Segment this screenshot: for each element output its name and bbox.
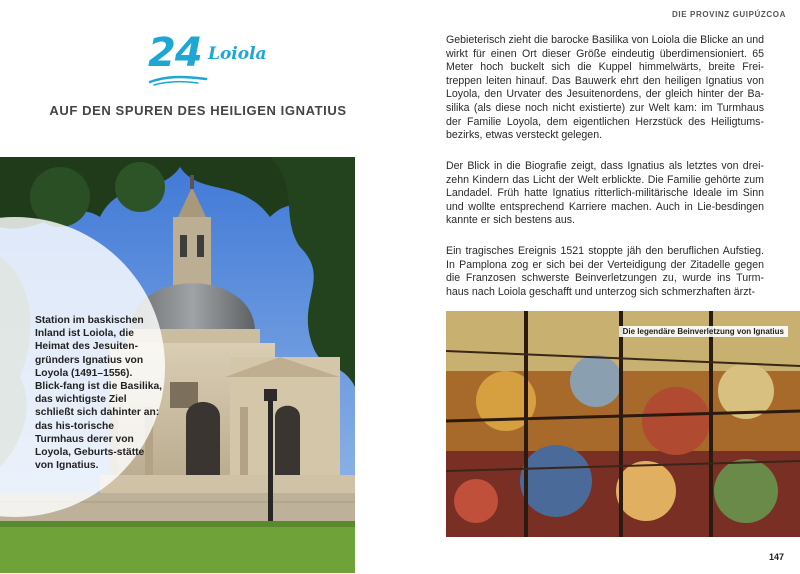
running-header: DIE PROVINZ GUIPÚZCOA <box>672 10 786 19</box>
swoosh-icon <box>148 74 208 86</box>
body-paragraph-2: Der Blick in die Biografie zeigt, dass Ignatius als letztes von drei-zehn Kindern das Licht der Welt erblickte. Die Familie gehörte zum Landadel. Früh hatte Ignatius ritterlich-militärische Ideale im Sinn und wollte entsprechend Karriere machen. Auch in Lie-besdingen kannte er sich bestens aus. <box>446 160 764 227</box>
chapter-marker <box>148 30 298 90</box>
body-paragraph-3: Ein tragisches Ereignis 1521 stoppte jäh den beruflichen Aufstieg. In Pamplona zog er sich bei der Verteidigung der Zitadelle gegen die Franzosen schwerste Beinverletzungen zu, wurde ins Turm-haus nach Loiola geschafft und unterzog sich schmerzhaften ärzt- <box>446 245 764 298</box>
chapter-number: 24 <box>148 30 202 76</box>
body-paragraph-1: Gebieterisch zieht die barocke Basilika von Loiola die Blicke an und wirkt für einen Ort dieser Größe eindeutig überdimensioniert. 65 Meter hoch buckelt sich die Kuppel himmelwärts, breite Frei-treppen leiten hinauf. Das Bauwerk ehrt den heiligen Ignatius von Loyola, den Urvater des Jesuitenordens, der gleich hinter der Ba-silika (als diese noch nicht existierte) zur Welt kam: im Turmhaus der Familie Loyola, dem eigentlichen Herzstück des Heiligtums-bezirks, etwas versteckt gelegen. <box>446 34 764 142</box>
chapter-name: Loiola <box>208 44 267 64</box>
page-title: AUF DEN SPUREN DES HEILIGEN IGNATIUS <box>49 103 347 118</box>
page-number: 147 <box>768 552 784 562</box>
stained-glass-image <box>446 311 800 537</box>
image-caption: Die legendäre Beinverletzung von Ignatius <box>619 326 788 337</box>
photo-caption: Station im baskischen Inland ist Loiola, die Heimat des Jesuiten-gründers Ignatius von Loyola (1491–1556). Blick-fang ist die Basilika, das wichtigste Ziel schließt sich dahinter an: das his-torische Turmhaus derer von Loyola, Geburts-stätte von Ignatius. <box>35 315 163 472</box>
